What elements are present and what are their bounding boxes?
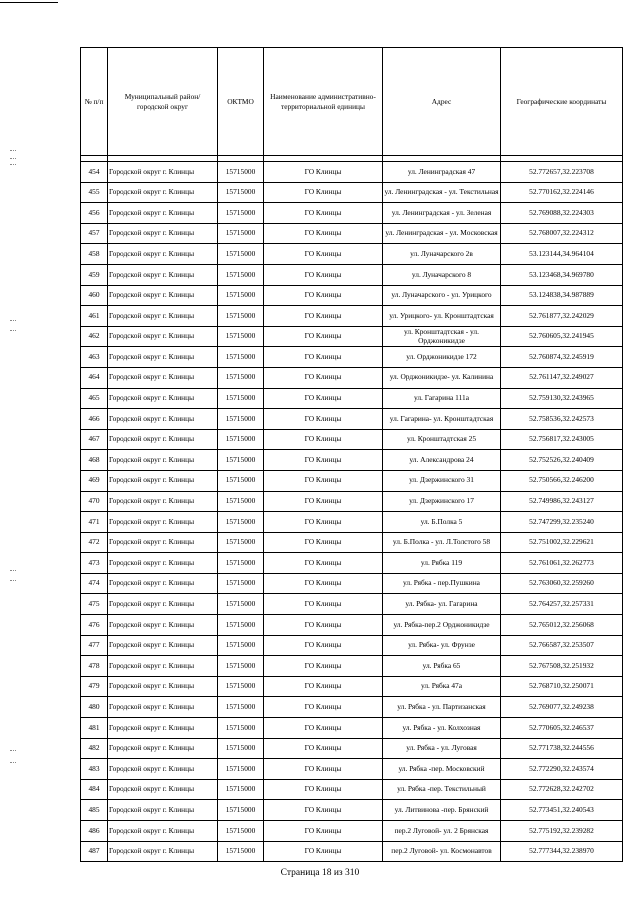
- row-district: Городской округ г. Клинцы: [108, 223, 218, 244]
- row-unit: ГО Клинцы: [264, 841, 383, 862]
- row-unit: ГО Клинцы: [264, 697, 383, 718]
- row-oktmo: 15715000: [218, 326, 264, 347]
- row-district: Городской округ г. Клинцы: [108, 326, 218, 347]
- row-oktmo: 15715000: [218, 800, 264, 821]
- row-oktmo: 15715000: [218, 182, 264, 203]
- row-address: ул. Рябка -пер. Текстильный: [383, 779, 501, 800]
- row-oktmo: 15715000: [218, 244, 264, 265]
- row-unit: ГО Клинцы: [264, 409, 383, 430]
- row-oktmo: 15715000: [218, 676, 264, 697]
- row-address: ул. Рябка - ул. Луговая: [383, 738, 501, 759]
- table-row: [81, 594, 623, 615]
- header-oktmo: ОКТМО: [218, 48, 264, 156]
- row-address: ул. Рябка - ул. Колхозная: [383, 718, 501, 739]
- row-oktmo: 15715000: [218, 553, 264, 574]
- row-address: ул. Луначарского 8: [383, 264, 501, 285]
- table-row: [81, 635, 623, 656]
- row-number: 484: [81, 779, 108, 800]
- row-coordinates: 52.760605,32.241945: [501, 326, 623, 347]
- row-coordinates: 52.750566,32.246200: [501, 470, 623, 491]
- table-row: [81, 470, 623, 491]
- header-district: Муниципальный район/городской округ: [108, 48, 218, 156]
- row-oktmo: 15715000: [218, 532, 264, 553]
- table-row: [81, 388, 623, 409]
- row-unit: ГО Клинцы: [264, 182, 383, 203]
- row-oktmo: 15715000: [218, 718, 264, 739]
- table-row: [81, 553, 623, 574]
- table-row: [81, 718, 623, 739]
- row-number: 474: [81, 573, 108, 594]
- row-coordinates: 52.769088,32.224303: [501, 203, 623, 224]
- row-address: ул. Рябка 65: [383, 656, 501, 677]
- row-number: 455: [81, 182, 108, 203]
- table-header-row: [81, 48, 623, 156]
- row-unit: ГО Клинцы: [264, 676, 383, 697]
- row-oktmo: 15715000: [218, 388, 264, 409]
- table-row: [81, 182, 623, 203]
- row-coordinates: 52.772628,32.242702: [501, 779, 623, 800]
- row-address: ул. Кронштадтская - ул. Орджоникидзе: [383, 326, 501, 347]
- row-address: ул. Ленинградская 47: [383, 162, 501, 183]
- row-district: Городской округ г. Клинцы: [108, 553, 218, 574]
- row-number: 471: [81, 512, 108, 533]
- table-row: [81, 759, 623, 780]
- row-address: ул. Рябка-пер.2 Орджоникидзе: [383, 615, 501, 636]
- table-row: [81, 697, 623, 718]
- row-oktmo: 15715000: [218, 162, 264, 183]
- row-unit: ГО Клинцы: [264, 800, 383, 821]
- row-address: ул. Орджоникидзе- ул. Калинина: [383, 367, 501, 388]
- row-address: ул. Гагарина 111а: [383, 388, 501, 409]
- row-coordinates: 52.761147,32.249027: [501, 367, 623, 388]
- row-oktmo: 15715000: [218, 470, 264, 491]
- row-district: Городской округ г. Клинцы: [108, 182, 218, 203]
- row-oktmo: 15715000: [218, 512, 264, 533]
- row-unit: ГО Клинцы: [264, 223, 383, 244]
- row-number: 479: [81, 676, 108, 697]
- table-row: [81, 162, 623, 183]
- row-unit: ГО Клинцы: [264, 285, 383, 306]
- row-coordinates: 52.751002,32.229621: [501, 532, 623, 553]
- table-row: [81, 573, 623, 594]
- row-address: ул. Рябка - ул. Партизанская: [383, 697, 501, 718]
- row-district: Городской округ г. Клинцы: [108, 821, 218, 842]
- row-unit: ГО Клинцы: [264, 264, 383, 285]
- row-address: ул. Дзержинского 17: [383, 491, 501, 512]
- row-unit: ГО Клинцы: [264, 162, 383, 183]
- row-address: ул. Рябка 47а: [383, 676, 501, 697]
- table-row: [81, 264, 623, 285]
- row-number: 468: [81, 450, 108, 471]
- row-district: Городской округ г. Клинцы: [108, 718, 218, 739]
- table-row: [81, 306, 623, 327]
- row-oktmo: 15715000: [218, 450, 264, 471]
- row-number: 470: [81, 491, 108, 512]
- table-row: [81, 203, 623, 224]
- row-district: Городской округ г. Клинцы: [108, 162, 218, 183]
- row-district: Городской округ г. Клинцы: [108, 532, 218, 553]
- top-rule: [0, 2, 58, 3]
- row-number: 466: [81, 409, 108, 430]
- table-row: [81, 676, 623, 697]
- row-number: 482: [81, 738, 108, 759]
- row-number: 480: [81, 697, 108, 718]
- row-number: 483: [81, 759, 108, 780]
- row-oktmo: 15715000: [218, 697, 264, 718]
- row-oktmo: 15715000: [218, 285, 264, 306]
- table-row: [81, 491, 623, 512]
- row-district: Городской округ г. Клинцы: [108, 779, 218, 800]
- row-oktmo: 15715000: [218, 573, 264, 594]
- table-row: [81, 800, 623, 821]
- table-row: [81, 347, 623, 368]
- row-district: Городской округ г. Клинцы: [108, 615, 218, 636]
- row-oktmo: 15715000: [218, 203, 264, 224]
- table-row: [81, 409, 623, 430]
- row-unit: ГО Клинцы: [264, 367, 383, 388]
- row-district: Городской округ г. Клинцы: [108, 203, 218, 224]
- register-table: [80, 47, 623, 862]
- row-address: ул. Кронштадтская 25: [383, 429, 501, 450]
- row-district: Городской округ г. Клинцы: [108, 264, 218, 285]
- row-coordinates: 52.770162,32.224146: [501, 182, 623, 203]
- row-number: 481: [81, 718, 108, 739]
- row-number: 459: [81, 264, 108, 285]
- row-district: Городской округ г. Клинцы: [108, 367, 218, 388]
- row-district: Городской округ г. Клинцы: [108, 594, 218, 615]
- row-district: Городской округ г. Клинцы: [108, 388, 218, 409]
- header-number: № п/п: [81, 48, 108, 156]
- row-oktmo: 15715000: [218, 223, 264, 244]
- table-row: [81, 367, 623, 388]
- row-unit: ГО Клинцы: [264, 759, 383, 780]
- row-coordinates: 52.772290,32.243574: [501, 759, 623, 780]
- row-unit: ГО Клинцы: [264, 512, 383, 533]
- row-coordinates: 52.767508,32.251932: [501, 656, 623, 677]
- row-coordinates: 52.747299,32.235240: [501, 512, 623, 533]
- row-unit: ГО Клинцы: [264, 615, 383, 636]
- row-number: 464: [81, 367, 108, 388]
- row-oktmo: 15715000: [218, 264, 264, 285]
- row-address: ул. Ленинградская - ул. Московская: [383, 223, 501, 244]
- row-oktmo: 15715000: [218, 615, 264, 636]
- row-address: ул. Гагарина- ул. Кронштадтская: [383, 409, 501, 430]
- row-address: ул. Рябка - пер.Пушкина: [383, 573, 501, 594]
- row-oktmo: 15715000: [218, 635, 264, 656]
- row-district: Городской округ г. Клинцы: [108, 635, 218, 656]
- row-coordinates: 52.759130,32.243965: [501, 388, 623, 409]
- row-unit: ГО Клинцы: [264, 203, 383, 224]
- header-address: Адрес: [383, 48, 501, 156]
- row-oktmo: 15715000: [218, 656, 264, 677]
- table-row: [81, 821, 623, 842]
- row-address: ул. Луначарского 2в: [383, 244, 501, 265]
- row-coordinates: 52.771738,32.244556: [501, 738, 623, 759]
- row-address: ул. Рябка 119: [383, 553, 501, 574]
- table-row: [81, 615, 623, 636]
- row-number: 487: [81, 841, 108, 862]
- row-address: ул. Литвинова -пер. Брянский: [383, 800, 501, 821]
- row-address: ул. Орджоникидзе 172: [383, 347, 501, 368]
- row-district: Городской округ г. Клинцы: [108, 512, 218, 533]
- row-coordinates: 53.123468,34.969780: [501, 264, 623, 285]
- row-unit: ГО Клинцы: [264, 718, 383, 739]
- row-address: ул. Рябка- ул. Фрунзе: [383, 635, 501, 656]
- row-district: Городской округ г. Клинцы: [108, 429, 218, 450]
- row-number: 456: [81, 203, 108, 224]
- row-oktmo: 15715000: [218, 594, 264, 615]
- row-number: 454: [81, 162, 108, 183]
- row-coordinates: 52.752526,32.240409: [501, 450, 623, 471]
- table-row: [81, 841, 623, 862]
- row-oktmo: 15715000: [218, 306, 264, 327]
- row-oktmo: 15715000: [218, 409, 264, 430]
- row-oktmo: 15715000: [218, 779, 264, 800]
- row-district: Городской округ г. Клинцы: [108, 656, 218, 677]
- row-unit: ГО Клинцы: [264, 326, 383, 347]
- row-coordinates: 52.777344,32.238970: [501, 841, 623, 862]
- row-unit: ГО Клинцы: [264, 656, 383, 677]
- row-coordinates: 52.765012,32.256068: [501, 615, 623, 636]
- header-coordinates: Географические координаты: [501, 48, 623, 156]
- row-unit: ГО Клинцы: [264, 347, 383, 368]
- row-number: 462: [81, 326, 108, 347]
- row-district: Городской округ г. Клинцы: [108, 450, 218, 471]
- row-unit: ГО Клинцы: [264, 491, 383, 512]
- row-coordinates: 52.769077,32.249238: [501, 697, 623, 718]
- table-row: [81, 244, 623, 265]
- row-unit: ГО Клинцы: [264, 738, 383, 759]
- row-oktmo: 15715000: [218, 347, 264, 368]
- row-district: Городской округ г. Клинцы: [108, 409, 218, 430]
- row-coordinates: 52.756817,32.243005: [501, 429, 623, 450]
- table-row: [81, 223, 623, 244]
- row-district: Городской округ г. Клинцы: [108, 697, 218, 718]
- row-coordinates: 52.766587,32.253507: [501, 635, 623, 656]
- page-footer: Страница 18 из 310: [280, 868, 360, 878]
- row-oktmo: 15715000: [218, 738, 264, 759]
- row-number: 478: [81, 656, 108, 677]
- row-district: Городской округ г. Клинцы: [108, 573, 218, 594]
- row-number: 461: [81, 306, 108, 327]
- row-district: Городской округ г. Клинцы: [108, 800, 218, 821]
- row-district: Городской округ г. Клинцы: [108, 676, 218, 697]
- row-address: ул. Ленинградская - ул. Текстильная: [383, 182, 501, 203]
- row-address: ул. Луначарского - ул. Урицкого: [383, 285, 501, 306]
- row-oktmo: 15715000: [218, 429, 264, 450]
- row-district: Городской округ г. Клинцы: [108, 841, 218, 862]
- row-number: 457: [81, 223, 108, 244]
- row-coordinates: 52.772657,32.223708: [501, 162, 623, 183]
- row-unit: ГО Клинцы: [264, 244, 383, 265]
- table-row: [81, 429, 623, 450]
- row-address: ул. Ленинградская - ул. Зеленая: [383, 203, 501, 224]
- row-number: 465: [81, 388, 108, 409]
- row-unit: ГО Клинцы: [264, 470, 383, 491]
- row-coordinates: 52.770605,32.246537: [501, 718, 623, 739]
- row-oktmo: 15715000: [218, 491, 264, 512]
- row-oktmo: 15715000: [218, 367, 264, 388]
- row-unit: ГО Клинцы: [264, 388, 383, 409]
- row-district: Городской округ г. Клинцы: [108, 285, 218, 306]
- row-district: Городской округ г. Клинцы: [108, 244, 218, 265]
- row-address: ул. Рябка -пер. Московский: [383, 759, 501, 780]
- table-row: [81, 738, 623, 759]
- row-coordinates: 52.768007,32.224312: [501, 223, 623, 244]
- row-oktmo: 15715000: [218, 821, 264, 842]
- table-row: [81, 656, 623, 677]
- row-number: 486: [81, 821, 108, 842]
- row-number: 469: [81, 470, 108, 491]
- table-row: [81, 285, 623, 306]
- row-address: ул. Б.Полка - ул. Л.Толстого 58: [383, 532, 501, 553]
- row-unit: ГО Клинцы: [264, 532, 383, 553]
- row-coordinates: 52.761061,32.262773: [501, 553, 623, 574]
- row-unit: ГО Клинцы: [264, 821, 383, 842]
- row-number: 467: [81, 429, 108, 450]
- header-unit: Наименование административно-территориальной единицы: [264, 48, 383, 156]
- table-row: [81, 450, 623, 471]
- row-coordinates: 52.758536,32.242573: [501, 409, 623, 430]
- row-district: Городской округ г. Клинцы: [108, 491, 218, 512]
- row-address: ул. Александрова 24: [383, 450, 501, 471]
- row-unit: ГО Клинцы: [264, 306, 383, 327]
- table-row: [81, 779, 623, 800]
- row-coordinates: 53.124838,34.987889: [501, 285, 623, 306]
- row-address: ул. Рябка- ул. Гагарина: [383, 594, 501, 615]
- row-oktmo: 15715000: [218, 841, 264, 862]
- row-oktmo: 15715000: [218, 759, 264, 780]
- row-unit: ГО Клинцы: [264, 450, 383, 471]
- row-coordinates: 52.768710,32.250071: [501, 676, 623, 697]
- row-number: 476: [81, 615, 108, 636]
- table-row: [81, 512, 623, 533]
- row-number: 463: [81, 347, 108, 368]
- row-unit: ГО Клинцы: [264, 553, 383, 574]
- row-coordinates: 52.764257,32.257331: [501, 594, 623, 615]
- margin-ticks: [10, 150, 20, 870]
- row-number: 472: [81, 532, 108, 553]
- row-coordinates: 52.760874,32.245919: [501, 347, 623, 368]
- row-district: Городской округ г. Клинцы: [108, 347, 218, 368]
- row-address: ул. Дзержинского 31: [383, 470, 501, 491]
- row-address: ул. Урицкого- ул. Кронштадтская: [383, 306, 501, 327]
- row-unit: ГО Клинцы: [264, 429, 383, 450]
- row-number: 475: [81, 594, 108, 615]
- row-coordinates: 52.763060,32.259260: [501, 573, 623, 594]
- row-coordinates: 53.123144,34.964104: [501, 244, 623, 265]
- row-number: 473: [81, 553, 108, 574]
- row-district: Городской округ г. Клинцы: [108, 470, 218, 491]
- row-number: 458: [81, 244, 108, 265]
- row-unit: ГО Клинцы: [264, 635, 383, 656]
- row-unit: ГО Клинцы: [264, 594, 383, 615]
- row-number: 485: [81, 800, 108, 821]
- row-coordinates: 52.773451,32.240543: [501, 800, 623, 821]
- table-row: [81, 326, 623, 347]
- row-number: 460: [81, 285, 108, 306]
- row-address: пер.2 Луговой- ул. 2 Брянская: [383, 821, 501, 842]
- row-coordinates: 52.775192,32.239282: [501, 821, 623, 842]
- row-district: Городской округ г. Клинцы: [108, 759, 218, 780]
- row-address: ул. Б.Полка 5: [383, 512, 501, 533]
- row-address: пер.2 Луговой- ул. Космонавтов: [383, 841, 501, 862]
- row-district: Городской округ г. Клинцы: [108, 738, 218, 759]
- row-unit: ГО Клинцы: [264, 779, 383, 800]
- table-row: [81, 532, 623, 553]
- row-coordinates: 52.749986,32.243127: [501, 491, 623, 512]
- row-coordinates: 52.761877,32.242029: [501, 306, 623, 327]
- row-number: 477: [81, 635, 108, 656]
- row-unit: ГО Клинцы: [264, 573, 383, 594]
- row-district: Городской округ г. Клинцы: [108, 306, 218, 327]
